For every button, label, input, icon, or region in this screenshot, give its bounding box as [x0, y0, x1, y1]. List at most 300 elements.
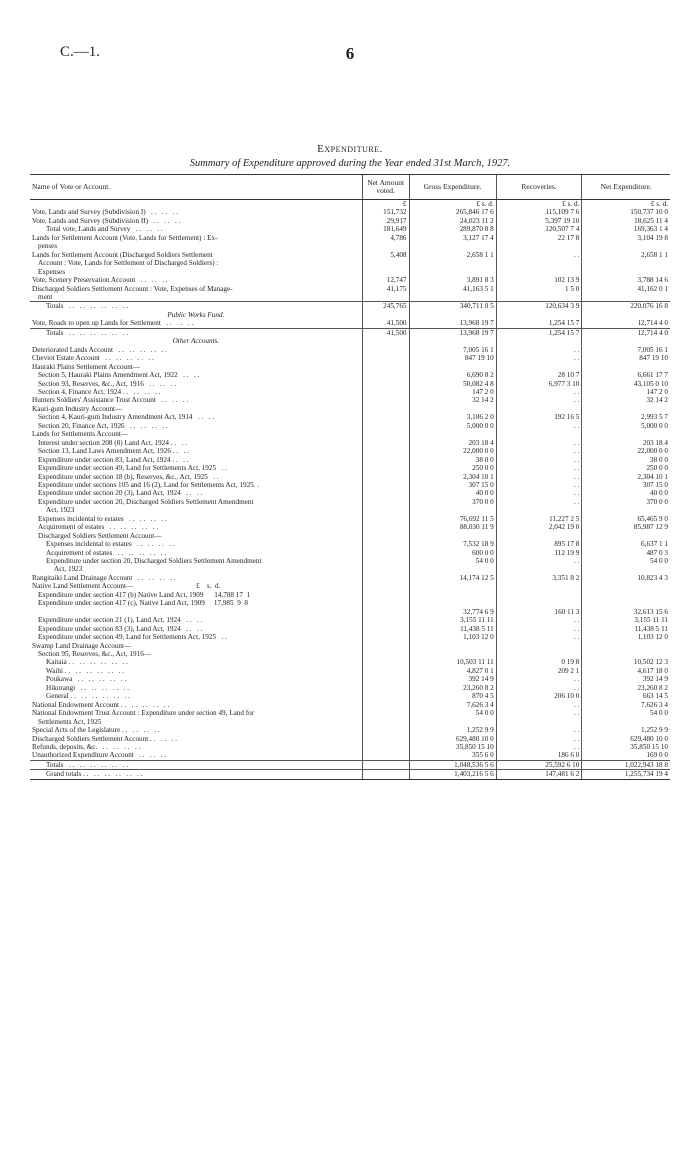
row-gross-cell: 203 18 4	[409, 439, 496, 447]
row-voted-cell	[362, 709, 409, 717]
table-row	[30, 489, 670, 497]
row-net-cell: £ s. d.	[582, 200, 670, 208]
row-net-cell	[582, 532, 670, 540]
row-recoveries-cell: £ s. d.	[496, 200, 582, 208]
row-net-cell: 38 0 0	[582, 456, 670, 464]
row-gross-cell: 50,082 4 8	[409, 380, 496, 388]
row-voted-cell	[362, 616, 409, 624]
row-gross-cell	[409, 430, 496, 438]
row-net-cell	[582, 718, 670, 726]
row-voted-cell: 12,747	[362, 276, 409, 284]
row-recoveries-cell	[496, 718, 582, 726]
row-voted-cell	[362, 346, 409, 354]
row-name-cell: Vote, Lands and Survey (Subdivision I) . . . . . .	[32, 208, 179, 217]
row-recoveries-cell	[496, 565, 582, 573]
row-name-cell: Act, 1923	[54, 565, 83, 574]
table-row	[30, 405, 670, 413]
row-recoveries-cell: . .	[496, 616, 582, 624]
row-recoveries-cell	[496, 532, 582, 540]
row-voted-cell	[362, 473, 409, 481]
row-net-cell: 1,022,943 18 8	[582, 760, 670, 769]
row-voted-cell	[362, 675, 409, 683]
table-row	[30, 574, 670, 582]
row-net-cell: 629,480 10 0	[582, 735, 670, 743]
row-voted-cell	[362, 770, 409, 779]
row-gross-cell: 40 0 0	[409, 489, 496, 497]
row-net-cell: 150,737 10 0	[582, 208, 670, 216]
row-gross-cell	[409, 311, 496, 319]
table-row	[30, 388, 670, 396]
row-voted-cell	[362, 718, 409, 726]
row-voted-cell	[362, 574, 409, 582]
row-gross-cell	[409, 650, 496, 658]
row-name-cell: Expenses	[38, 267, 66, 276]
row-net-cell: 6,661 17 7	[582, 371, 670, 379]
table-row	[30, 259, 670, 267]
row-voted-cell	[362, 540, 409, 548]
row-net-cell: 65,465 9 0	[582, 515, 670, 523]
table-row	[30, 217, 670, 225]
row-voted-cell	[362, 735, 409, 743]
row-net-cell: 10,502 12 3	[582, 658, 670, 666]
row-gross-cell: 10,503 11 11	[409, 658, 496, 666]
table-row	[30, 616, 670, 624]
row-recoveries-cell	[496, 311, 582, 319]
row-name-cell: Expenses incidental to estates . . . . . . . .	[46, 540, 175, 549]
table-row	[30, 328, 670, 337]
table-row	[30, 302, 670, 311]
row-voted-cell	[362, 481, 409, 489]
row-recoveries-cell: 206 10 0	[496, 692, 582, 700]
row-voted-cell: 29,917	[362, 217, 409, 225]
row-gross-cell: 13,968 19 7	[409, 319, 496, 327]
row-voted-cell	[362, 363, 409, 371]
row-net-cell	[582, 591, 670, 599]
row-net-cell	[582, 582, 670, 590]
row-voted-cell	[362, 515, 409, 523]
row-name-cell: Lands for Settlement Account (Vote, Lands for Settlement) : Ex-	[32, 233, 218, 242]
row-voted-cell	[362, 599, 409, 607]
row-recoveries-cell: 120,634 3 9	[496, 302, 582, 311]
table-row	[30, 380, 670, 388]
table-row	[30, 582, 670, 590]
row-voted-cell	[362, 388, 409, 396]
row-voted-cell	[362, 439, 409, 447]
table-row	[30, 363, 670, 371]
table-row	[30, 422, 670, 430]
row-net-cell: 169 0 0	[582, 751, 670, 759]
row-voted-cell	[362, 447, 409, 455]
row-name-cell: Other Accounts.	[172, 337, 220, 346]
row-net-cell	[582, 259, 670, 267]
row-voted-cell	[362, 337, 409, 345]
row-gross-cell: 14,174 12 5	[409, 574, 496, 582]
table-row	[30, 337, 670, 345]
row-recoveries-cell: . .	[496, 625, 582, 633]
row-recoveries-cell	[496, 363, 582, 371]
table-row	[30, 481, 670, 489]
row-recoveries-cell: 160 11 3	[496, 608, 582, 616]
row-gross-cell: 1,103 12 0	[409, 633, 496, 641]
row-name-cell: Act, 1923	[46, 506, 75, 515]
row-voted-cell	[362, 293, 409, 301]
row-voted-cell	[362, 396, 409, 404]
row-net-cell	[582, 268, 670, 276]
row-gross-cell: 3,155 11 11	[409, 616, 496, 624]
row-recoveries-cell: 186 6 0	[496, 751, 582, 759]
table-row	[30, 456, 670, 464]
table-row	[30, 667, 670, 675]
row-gross-cell: £ s. d.	[409, 200, 496, 208]
row-voted-cell	[362, 242, 409, 250]
row-gross-cell: 23,260 8 2	[409, 684, 496, 692]
row-recoveries-cell: . .	[496, 701, 582, 709]
table-row	[30, 251, 670, 259]
row-net-cell: 663 14 5	[582, 692, 670, 700]
row-net-cell: 35,850 15 10	[582, 743, 670, 751]
row-recoveries-cell: 115,109 7 6	[496, 208, 582, 216]
row-voted-cell	[362, 726, 409, 734]
row-net-cell: 2,993 5 7	[582, 413, 670, 421]
row-recoveries-cell: 28 10 7	[496, 371, 582, 379]
row-gross-cell: 5,000 0 0	[409, 422, 496, 430]
column-header-net: Net Expenditure.	[582, 175, 670, 200]
row-name-cell: Account : Vote, Lands for Settlement of Discharged Soldiers) :	[38, 259, 219, 268]
table-row	[30, 515, 670, 523]
row-gross-cell	[409, 565, 496, 573]
table-row	[30, 498, 670, 506]
row-name-cell: Expenditure under sections 105 and 16 (2), Land for Settlements Act, 1925. .	[38, 480, 260, 489]
row-voted-cell	[362, 523, 409, 531]
table-row	[30, 293, 670, 301]
row-voted-cell	[362, 667, 409, 675]
table-header-row	[30, 175, 670, 200]
row-name-cell: Kaitaia . . . . . . . . . . . .	[46, 658, 128, 667]
table-row	[30, 346, 670, 354]
table-row	[30, 200, 670, 208]
row-gross-cell: 4,827 0 1	[409, 667, 496, 675]
row-net-cell: 7,626 3 4	[582, 701, 670, 709]
row-recoveries-cell: . .	[496, 388, 582, 396]
table-row	[30, 276, 670, 284]
row-voted-cell	[362, 591, 409, 599]
row-recoveries-cell: 112 19 9	[496, 549, 582, 557]
page-title: Expenditure.	[317, 143, 383, 155]
row-recoveries-cell: 5,397 19 10	[496, 217, 582, 225]
table-row	[30, 770, 670, 779]
table-row	[30, 506, 670, 514]
row-net-cell: 18,625 11 4	[582, 217, 670, 225]
row-net-cell: 11,438 5 11	[582, 625, 670, 633]
row-recoveries-cell: . .	[496, 709, 582, 717]
row-name-cell: National Endowment Trust Account : Expenditure under section 49, Land for	[32, 709, 255, 718]
row-net-cell: 307 15 0	[582, 481, 670, 489]
row-voted-cell: 151,732	[362, 208, 409, 216]
row-voted-cell: 41,175	[362, 285, 409, 293]
row-name-cell: Hunters Soldiers' Assistance Trust Account . . . . . .	[32, 396, 189, 405]
column-header-voted: Net Amount voted.	[362, 175, 409, 200]
row-net-cell	[582, 337, 670, 345]
row-voted-cell	[362, 259, 409, 267]
row-net-cell: 32 14 2	[582, 396, 670, 404]
row-recoveries-cell	[496, 268, 582, 276]
row-gross-cell: 6,690 8 2	[409, 371, 496, 379]
row-name-cell: Swamp Land Drainage Account—	[32, 641, 132, 650]
row-gross-cell: 38 0 0	[409, 456, 496, 464]
table-row	[30, 658, 670, 666]
row-recoveries-cell: 25,592 6 10	[496, 760, 582, 769]
row-name-cell: Discharged Soldiers Settlement Account : Vote, Expenses of Manage-	[32, 284, 233, 293]
row-net-cell	[582, 405, 670, 413]
row-name-cell: Kauri-gum Industry Account—	[32, 404, 123, 413]
row-net-cell: 43,105 0 10	[582, 380, 670, 388]
row-net-cell: 32,613 15 6	[582, 608, 670, 616]
page-number: 6	[345, 44, 355, 63]
row-gross-cell: 629,480 10 0	[409, 735, 496, 743]
row-name-cell: Section 4, Finance Act, 1924 . . . . . . . .	[38, 387, 161, 396]
table-row	[30, 608, 670, 616]
row-net-cell	[582, 293, 670, 301]
table-row	[30, 633, 670, 641]
row-gross-cell: 1,252 9 9	[409, 726, 496, 734]
table-row	[30, 743, 670, 751]
row-net-cell	[582, 242, 670, 250]
row-recoveries-cell: . .	[496, 726, 582, 734]
row-voted-cell	[362, 743, 409, 751]
table-row	[30, 447, 670, 455]
row-net-cell: 250 0 0	[582, 464, 670, 472]
row-gross-cell: 370 0 0	[409, 498, 496, 506]
table-row	[30, 268, 670, 276]
row-gross-cell	[409, 259, 496, 267]
row-name-cell: Expenditure under section 21 (1), Land Act, 1924 . . . .	[38, 616, 203, 625]
row-net-cell: 3,788 14 6	[582, 276, 670, 284]
row-recoveries-cell: . .	[496, 447, 582, 455]
row-recoveries-cell: . .	[496, 346, 582, 354]
row-gross-cell: 2,658 1 1	[409, 251, 496, 259]
row-voted-cell	[362, 464, 409, 472]
row-gross-cell: 147 2 0	[409, 388, 496, 396]
row-voted-cell: 181,649	[362, 225, 409, 233]
row-voted-cell: £	[362, 200, 409, 208]
row-voted-cell	[362, 413, 409, 421]
row-voted-cell	[362, 371, 409, 379]
table-row	[30, 311, 670, 319]
row-voted-cell	[362, 684, 409, 692]
row-voted-cell	[362, 489, 409, 497]
row-name-cell: Totals . . . . . . . . . . . .	[30, 328, 362, 337]
table-row	[30, 709, 670, 717]
table-row	[30, 599, 670, 607]
table-row	[30, 760, 670, 769]
row-name-cell: Expenditure under section 20 (3), Land Act, 1924 . . . .	[38, 489, 203, 498]
row-recoveries-cell: . .	[496, 473, 582, 481]
row-voted-cell	[362, 565, 409, 573]
row-recoveries-cell: 1,254 15 7	[496, 319, 582, 327]
row-net-cell: 1,103 12 0	[582, 633, 670, 641]
row-name-cell: Total vote, Lands and Survey . . . . . .	[46, 225, 163, 234]
row-gross-cell: 1,048,536 5 6	[409, 760, 496, 769]
table-row	[30, 242, 670, 250]
row-gross-cell	[409, 405, 496, 413]
table-row	[30, 234, 670, 242]
row-gross-cell: 76,692 11 5	[409, 515, 496, 523]
column-header-recoveries: Recoveries.	[496, 175, 582, 200]
row-recoveries-cell: . .	[496, 396, 582, 404]
row-gross-cell: 7,626 3 4	[409, 701, 496, 709]
row-recoveries-cell: 147,481 6 2	[496, 770, 582, 779]
row-name-cell: Expenditure under section 83 (3), Land Act, 1924 . . . .	[38, 624, 203, 633]
row-voted-cell	[362, 650, 409, 658]
row-net-cell: 6,637 1 1	[582, 540, 670, 548]
row-name-cell: Settlements Act, 1925	[38, 717, 102, 726]
table-row	[30, 675, 670, 683]
row-net-cell: 147 2 0	[582, 388, 670, 396]
row-gross-cell: 1,403,216 5 6	[409, 770, 496, 779]
row-gross-cell: 600 0 0	[409, 549, 496, 557]
row-net-cell: 12,714 4 0	[582, 319, 670, 327]
row-name-cell: Section 4, Kauri-gum Industry Amendment Act, 1914 . . . .	[38, 413, 215, 422]
row-name-cell: Expenditure under section 49, Land for Settlements Act, 1925 . .	[38, 464, 227, 473]
row-net-cell: 2,658 1 1	[582, 251, 670, 259]
row-name-cell: Section 93, Reserves, &c., Act, 1916 . . . . . .	[38, 379, 177, 388]
row-net-cell: 3,155 11 11	[582, 616, 670, 624]
table-row	[30, 523, 670, 531]
row-recoveries-cell: . .	[496, 498, 582, 506]
row-name-cell: Waihi . . . . . . . . . . . .	[46, 666, 125, 675]
row-name-cell: Vote, Roads to open up Lands for Settlement . . . . . .	[32, 319, 194, 328]
row-name-cell: Expenditure under section 18 (b), Reserves, &c., Act, 1925 . .	[38, 472, 219, 481]
row-recoveries-cell	[496, 591, 582, 599]
row-gross-cell: 355 6 0	[409, 751, 496, 759]
row-recoveries-cell	[496, 242, 582, 250]
row-name-cell: Section 95, Reserves, &c., Act, 1916—	[38, 650, 151, 659]
table-body	[30, 200, 670, 780]
table-row	[30, 557, 670, 565]
table-row	[30, 591, 670, 599]
row-recoveries-cell: . .	[496, 684, 582, 692]
row-net-cell: 22,000 0 0	[582, 447, 670, 455]
row-recoveries-cell: 6,977 3 10	[496, 380, 582, 388]
row-voted-cell	[362, 456, 409, 464]
table-row	[30, 642, 670, 650]
row-net-cell: 203 18 4	[582, 439, 670, 447]
row-recoveries-cell: 1,254 15 7	[496, 328, 582, 337]
table-row	[30, 565, 670, 573]
row-name-cell: Rangitaiki Land Drainage Account . . . . . . . .	[32, 573, 176, 582]
row-gross-cell: 35,850 15 10	[409, 743, 496, 751]
row-recoveries-cell: . .	[496, 422, 582, 430]
table-row	[30, 225, 670, 233]
row-recoveries-cell	[496, 259, 582, 267]
row-net-cell: 41,162 0 1	[582, 285, 670, 293]
row-net-cell: 487 0 3	[582, 549, 670, 557]
table-row	[30, 208, 670, 216]
row-gross-cell	[409, 242, 496, 250]
row-recoveries-cell: . .	[496, 481, 582, 489]
row-gross-cell: 41,163 5 1	[409, 285, 496, 293]
row-name-cell: Special Acts of the Legislature . . . . . . . .	[32, 726, 160, 735]
table-row	[30, 650, 670, 658]
row-gross-cell: 88,030 11 9	[409, 523, 496, 531]
row-recoveries-cell: . .	[496, 251, 582, 259]
row-net-cell	[582, 311, 670, 319]
row-name-cell: Section 5, Hauraki Plains Amendment Act, 1922 . . . .	[38, 371, 200, 380]
row-net-cell	[582, 599, 670, 607]
row-name-cell: Lands for Settlement Account (Discharged Soldiers Settlement	[32, 250, 213, 259]
row-voted-cell	[362, 354, 409, 362]
row-name-cell: Expenditure under section 83, Land Act, 1924 . . . .	[38, 455, 189, 464]
row-recoveries-cell: 0 19 8	[496, 658, 582, 666]
row-net-cell: 392 14 9	[582, 675, 670, 683]
table-row	[30, 319, 670, 327]
row-name-cell: Deteriorated Lands Account . . . . . . . . . .	[32, 345, 167, 354]
row-gross-cell: 13,968 19 7	[409, 328, 496, 337]
row-recoveries-cell: 102 13 9	[496, 276, 582, 284]
table-row	[30, 751, 670, 759]
row-gross-cell: 340,711 0 5	[409, 302, 496, 311]
row-name-cell	[30, 200, 362, 208]
row-net-cell	[582, 363, 670, 371]
row-recoveries-cell: . .	[496, 456, 582, 464]
row-recoveries-cell: 2,042 19 0	[496, 523, 582, 531]
row-name-cell: Public Works Fund.	[167, 310, 225, 319]
row-voted-cell: 41,500	[362, 328, 409, 337]
table-row	[30, 439, 670, 447]
column-header-gross: Gross Expenditure.	[409, 175, 496, 200]
row-voted-cell: 4,786	[362, 234, 409, 242]
row-recoveries-cell	[496, 650, 582, 658]
table-row	[30, 396, 670, 404]
row-name-cell: Poukawa . . . . . . . . . .	[46, 675, 127, 684]
row-net-cell: 847 19 10	[582, 354, 670, 362]
row-name-cell: Expenditure under section 20, Discharged Soldiers Settlement Amendment	[46, 557, 262, 566]
row-recoveries-cell	[496, 599, 582, 607]
row-recoveries-cell: 120,507 7 4	[496, 225, 582, 233]
row-recoveries-cell: . .	[496, 439, 582, 447]
row-recoveries-cell: . .	[496, 735, 582, 743]
row-gross-cell	[409, 582, 496, 590]
row-voted-cell: 245,765	[362, 302, 409, 311]
row-name-cell: Discharged Soldiers Settlement Account . . . . . .	[32, 734, 177, 743]
row-name-cell: Cheviot Estate Account . . . . . . . . . .	[32, 354, 154, 363]
row-gross-cell: 250 0 0	[409, 464, 496, 472]
row-name-cell: Unauthorized Expenditure Account . . . . . .	[32, 751, 167, 760]
row-voted-cell	[362, 642, 409, 650]
column-header-name: Name of Vote or Account.	[30, 175, 362, 200]
row-voted-cell	[362, 692, 409, 700]
row-voted-cell	[362, 380, 409, 388]
table-row	[30, 718, 670, 726]
row-gross-cell: 22,000 0 0	[409, 447, 496, 455]
row-voted-cell	[362, 311, 409, 319]
table-row	[30, 692, 670, 700]
row-gross-cell	[409, 293, 496, 301]
row-net-cell: 3,104 19 8	[582, 234, 670, 242]
row-net-cell: 220,076 16 8	[582, 302, 670, 311]
row-net-cell: 1,255,734 19 4	[582, 770, 670, 779]
row-net-cell: 2,304 10 1	[582, 473, 670, 481]
row-name-cell: Section 13, Land Laws Amendment Act, 1926 . . . .	[38, 447, 189, 456]
table-row	[30, 726, 670, 734]
row-gross-cell	[409, 599, 496, 607]
row-name-cell	[30, 608, 362, 616]
expenditure-table	[30, 174, 670, 780]
table-row	[30, 371, 670, 379]
row-net-cell: 370 0 0	[582, 498, 670, 506]
row-gross-cell: 24,023 11 2	[409, 217, 496, 225]
row-voted-cell	[362, 760, 409, 769]
